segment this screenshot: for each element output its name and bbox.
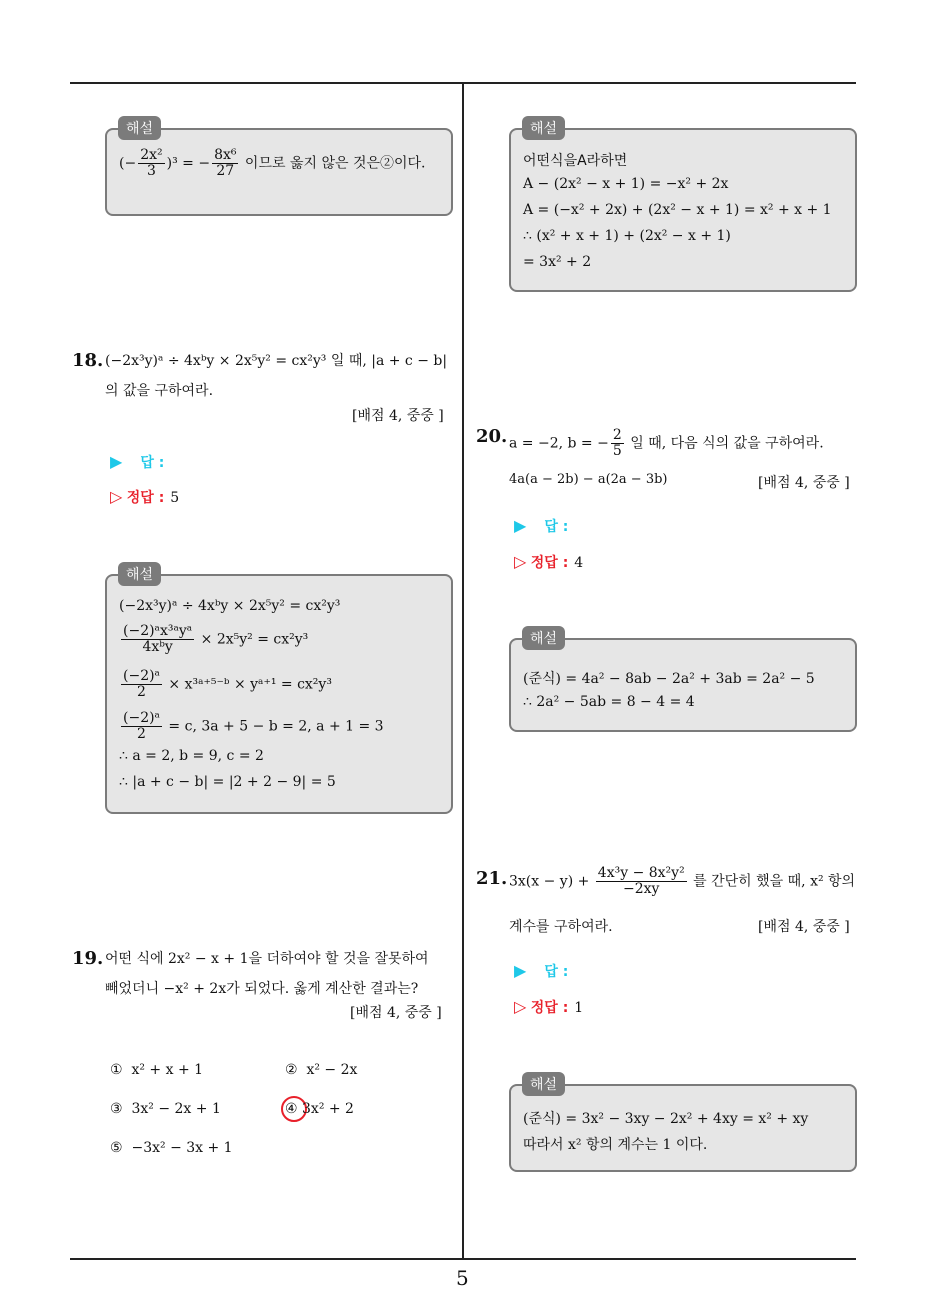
play-icon: ▶ [514,516,527,535]
q16-sol-line: 어떤식을A라하면 [523,153,628,169]
q17-solution-tag: 해설 [118,116,161,140]
q20-number: 20. [476,426,508,447]
q19-text [105,944,457,1004]
q18-sol-l4 [119,711,384,742]
q17-solution-text: 이므로 옳지 않은 것은②이다. [240,155,426,172]
q18-number: 18. [72,350,104,371]
q20-meta: [배점 4, 중중 ] [758,475,850,491]
q21-correct-value: 1 [574,1000,584,1016]
q18-solution-box [105,574,453,814]
q19-line1: 어떤 식에 2x² − x + 1을 더하여야 할 것을 잘못하여 [105,951,429,967]
q21-frac: $\frac{\text{4x³y − 8x²y²}}{-2xy}$ [597,865,685,897]
q18-sol-l6: ∴ |a + c − b| = |2 + 2 − 9| = 5 [119,774,336,790]
q19-line2: 빼었더니 −x² + 2x가 되었다. 옳게 계산한 결과는? [105,981,419,997]
q21-solution-box [509,1084,857,1172]
q18-answer-row [110,452,164,472]
q21-sol-line: 따라서 x² 항의 계수는 1 이다. [523,1137,708,1153]
q18-sol-l3 [119,669,332,700]
q18-answer-label: 답 : [140,455,165,471]
q21-statement [509,866,855,897]
q21-sol-line: (준식) = 3x² − 3xy − 2x² + 4xy = x² + xy [523,1111,809,1127]
q19-choice-3[interactable] [110,1101,221,1117]
q21-post: 를 간단히 했을 때, x² 항의 [688,873,856,890]
q18-correct-value: 5 [170,490,180,506]
q20-sol-line: (준식) = 4a² − 8ab − 2a² + 3ab = 2a² − 5 [523,671,815,687]
q17-solution-close: )³ = − [166,155,211,172]
q20-expression: 4a(a − 2b) − a(2a − 3b) [509,472,668,487]
q17-solution-line [119,148,426,179]
q18-sol-frac2: $\frac{\text{(−2)ᵃx³ᵃyᵃ}}{\text{4xᵇy}}$ [123,623,193,655]
q21-pre: 3x(x − y) + [509,873,594,890]
q20-correct-value: 4 [574,555,584,571]
page-number: 5 [456,1266,469,1290]
q20-solution-box [509,638,857,732]
q19-number: 19. [72,948,104,969]
choice-mark: ① [110,1062,123,1078]
choice-text: 3x² + 2 [302,1101,354,1117]
q20-answer-label: 답 : [544,519,569,535]
q18-sol-l3-text: × x³ᵃ⁺⁵⁻ᵇ × yᵃ⁺¹ = cx²y³ [163,676,332,693]
choice-mark: ② [285,1062,298,1078]
q16-sol-line: A − (2x² − x + 1) = −x² + 2x [523,176,729,192]
triangle-outline-icon: ▷ [514,997,527,1016]
q18-sol-l2-text: × 2x⁵y² = cx²y³ [196,631,309,648]
q20-solution-tag: 해설 [522,626,565,650]
q18-sol-l1: (−2x³y)ᵃ ÷ 4xᵇy × 2x⁵y² = cx²y³ [119,598,341,614]
q19-choice-4[interactable] [285,1101,354,1117]
triangle-outline-icon: ▷ [110,487,123,506]
choice-text: 3x² − 2x + 1 [131,1101,221,1117]
q21-number: 21. [476,868,508,889]
q18-solution-tag: 해설 [118,562,161,586]
q16-solution-tag: 해설 [522,116,565,140]
q18-correct-row [110,487,179,507]
triangle-outline-icon: ▷ [514,552,527,571]
choice-mark: ⑤ [110,1140,123,1156]
q16-sol-line: = 3x² + 2 [523,254,592,270]
q17-frac1: $\frac{\text{2x²}}{3}$ [140,147,163,179]
q21-meta: [배점 4, 중중 ] [758,919,850,935]
q18-sol-frac4: $\frac{\text{(−2)ᵃ}}{2}$ [123,710,160,742]
q20-statement [509,428,824,459]
q20-frac: $\frac{2}{5}$ [612,427,622,459]
q19-choice-1[interactable] [110,1062,203,1078]
q18-sol-frac3: $\frac{\text{(−2)ᵃ}}{2}$ [123,668,160,700]
choice-text: −3x² − 3x + 1 [131,1140,233,1156]
column-divider [462,83,464,1259]
q21-answer-label: 답 : [544,964,569,980]
q20-correct-label: 정답 : [530,555,569,571]
q17-solution-box [105,128,453,216]
q21-correct-label: 정답 : [530,1000,569,1016]
q20-pre: a = −2, b = − [509,435,609,452]
q21-line2: 계수를 구하여라. [509,919,613,935]
q21-correct-row [514,997,583,1017]
q18-line1: (−2x³y)ᵃ ÷ 4xᵇy × 2x⁵y² = cx²y³ 일 때, |a + c − b| [105,353,448,369]
play-icon: ▶ [514,961,527,980]
q19-choice-2[interactable] [285,1062,357,1078]
q18-sol-l2 [119,624,308,655]
choice-mark: ③ [110,1101,123,1117]
q16-solution-box [509,128,857,292]
bottom-rule [70,1258,856,1260]
q16-sol-line: A = (−x² + 2x) + (2x² − x + 1) = x² + x + 1 [523,202,832,218]
q17-solution-lead: (− [119,155,137,172]
q21-answer-row [514,961,568,981]
q19-choice-5[interactable] [110,1140,233,1156]
q20-answer-row [514,516,568,536]
q18-meta: [배점 4, 중중 ] [352,408,444,424]
choice-text: x² + x + 1 [131,1062,204,1078]
choice-mark: ④ [285,1101,298,1117]
q20-correct-row [514,552,583,572]
q21-solution-tag: 해설 [522,1072,565,1096]
q18-line2: 의 값을 구하여라. [105,383,214,399]
q18-sol-l5: ∴ a = 2, b = 9, c = 2 [119,748,264,764]
q20-sol-line: ∴ 2a² − 5ab = 8 − 4 = 4 [523,694,695,710]
q20-post: 일 때, 다음 식의 값을 구하여라. [625,435,824,452]
q18-text [105,346,455,406]
choice-text: x² − 2x [306,1062,358,1078]
q16-sol-line: ∴ (x² + x + 1) + (2x² − x + 1) [523,228,731,244]
q17-frac2: $\frac{\text{8x⁶}}{27}$ [214,147,237,179]
q18-correct-label: 정답 : [126,490,165,506]
play-icon: ▶ [110,452,123,471]
q18-sol-l4-text: = c, 3a + 5 − b = 2, a + 1 = 3 [163,718,384,735]
q19-meta: [배점 4, 중중 ] [350,1005,442,1021]
